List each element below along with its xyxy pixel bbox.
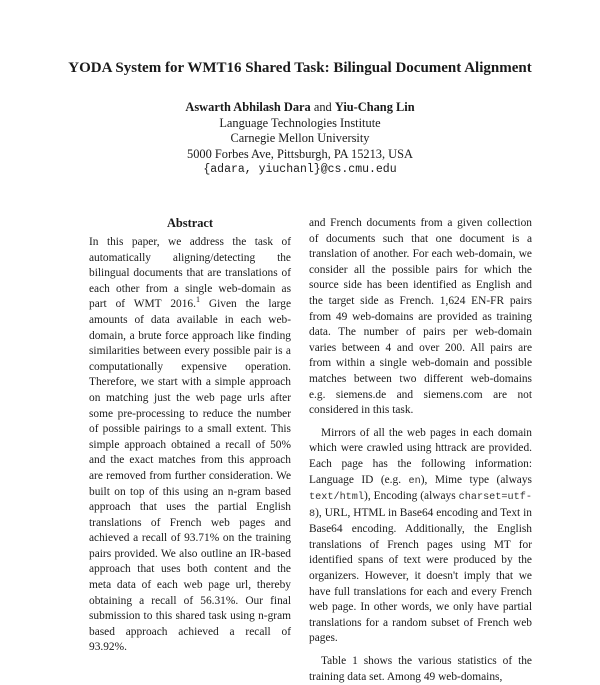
- abstract-text-part-2: Given the large amounts of data available in each web-domain, a brute force approach like finding similarities between every possible pair is a computationally expensive operation. Therefore, we start with a simple approach on matching just the web page urls after some pre-processing to reduce the number of possible pairings to a small extent. This simple approach obtained a recall of 50% and the exact matches from this approach are removed from further consideration. We built on top of this using an n-gram based approach that uses the partial English translations of French web pages and achieved a recall of 93.71% on the training pairs provided. We also outline an IR-based approach that uses both content and the meta data of each web page url, thereby obtaining a recall of 56.31%. Our final submission to this shared task using n-gram based approach achieved a recall of 93.92%.: [89, 298, 291, 654]
- author-2: Yiu-Chang Lin: [334, 100, 415, 114]
- author-conjunction: and: [313, 100, 332, 114]
- para2-part-b: ), Mime type (always: [420, 473, 532, 486]
- code-lang-id: en: [408, 475, 421, 487]
- right-column: [309, 216, 532, 685]
- para2-part-a: Mirrors of all the web pages in each domain which were crawled using httrack are provided. Each page has the following information: Language ID (e.g.: [309, 426, 532, 486]
- para2-part-d: ), URL, HTML in Base64 encoding and Text in Base64 encoding. Additionally, the English translations of French pages using MT for identified spans of text were produced by the organizers. However, it doesn't imply that we have full translations for each and every French web page. In other words, we only have partial translations for a random subset of French web pages.: [309, 506, 532, 645]
- abstract-text: [89, 235, 291, 656]
- affiliation-address: 5000 Forbes Ave, Pittsburgh, PA 15213, USA: [187, 146, 413, 161]
- left-column: [89, 216, 291, 656]
- affiliation-institute: Language Technologies Institute: [219, 115, 381, 130]
- abstract-heading: Abstract: [166, 216, 214, 230]
- author-block: [0, 100, 600, 178]
- author-1: Aswarth Abhilash Dara: [185, 100, 311, 114]
- paper-title: YODA System for WMT16 Shared Task: Bilingual Document Alignment: [68, 60, 532, 76]
- code-charset: charset=utf-8: [309, 492, 532, 520]
- code-mime-type: text/html: [309, 492, 365, 504]
- body-paragraph-1: and French documents from a given collection of documents such that one document is a translation of another. For each web-domain, we consider all the possible pairs for which the source side has been identified as English and the target side as French. 1,624 EN-FR pairs from 49 web-domains are provided as training data. The number of pairs per web-domain varies between 4 and over 200. All pairs are from within a single web-domain and possible matches between two different web-domains e.g. siemens.de and siemens.com are not considered in this task.: [309, 217, 532, 417]
- author-email: {adara, yiuchanl}@cs.cmu.edu: [203, 163, 397, 177]
- author-names: [0, 100, 600, 116]
- footnote-marker: 1: [195, 295, 200, 305]
- body-paragraph-2: [309, 426, 532, 647]
- affiliation-university: Carnegie Mellon University: [230, 131, 370, 146]
- body-paragraph-3: Table 1 shows the various statistics of the training data set. Among 49 web-domains,: [309, 655, 532, 683]
- para2-part-c: ), Encoding (always: [364, 490, 456, 503]
- abstract-text-part-1: In this paper, we address the task of automatically aligning/detecting the bilingual documents that are translations of each other from a single web-domain as part of WMT 2016.: [89, 236, 291, 311]
